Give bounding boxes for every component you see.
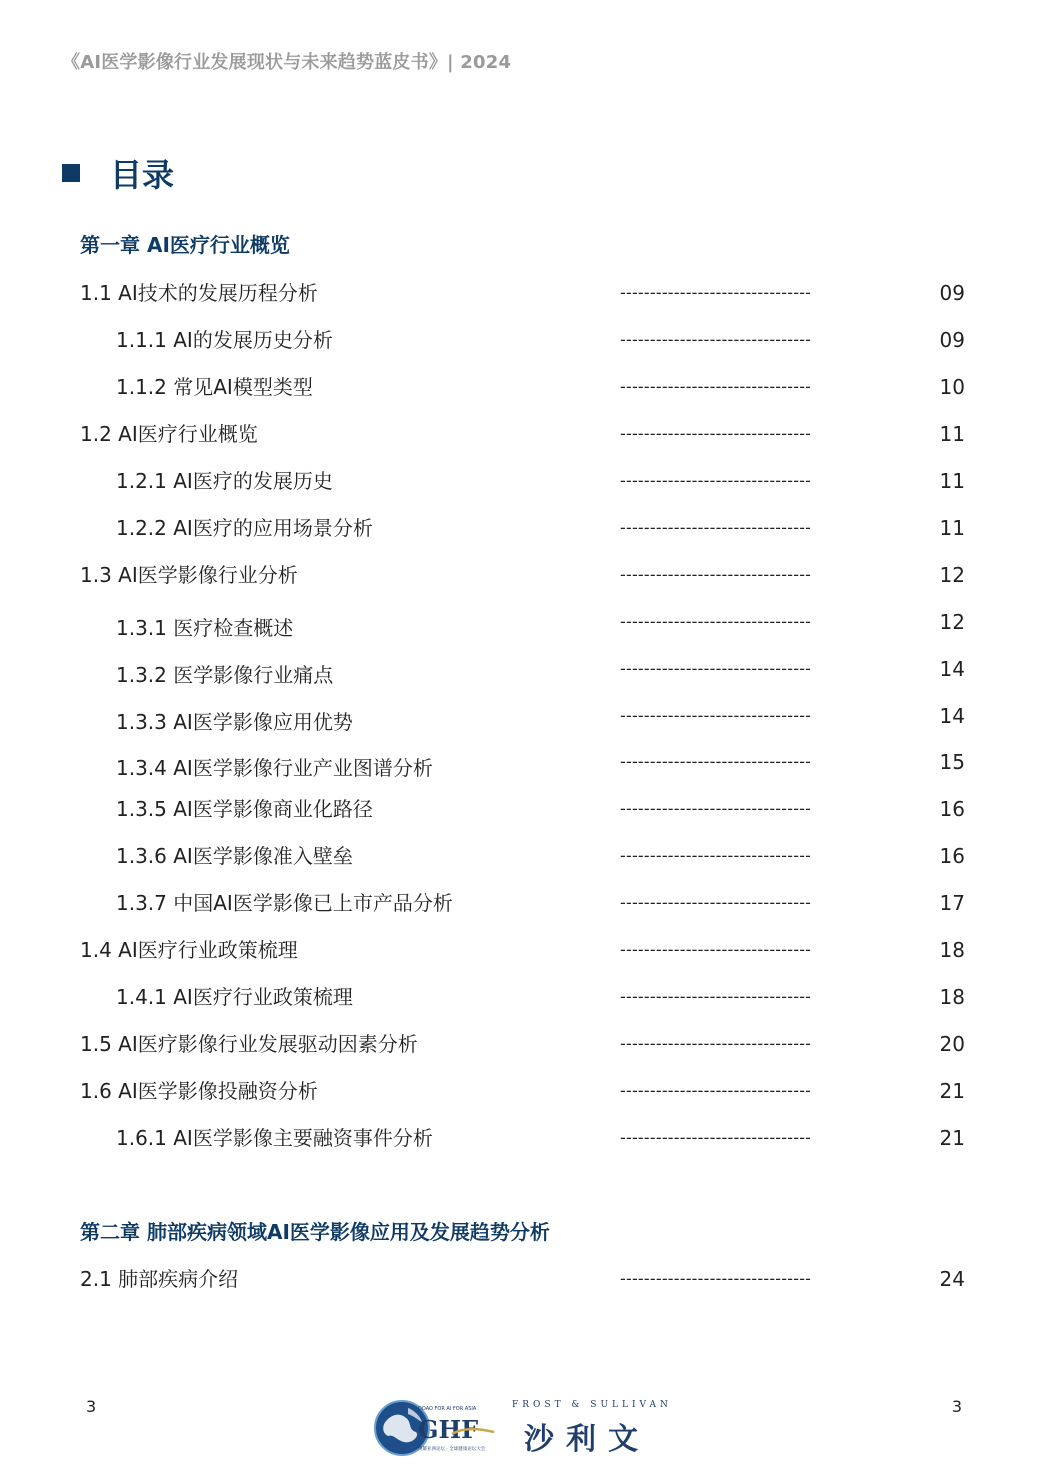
toc-entry-label: 1.6.1 AI医学影像主要融资事件分析 [116, 1126, 433, 1150]
toc-entry[interactable] [0, 794, 1040, 824]
toc-leader-dots: -------------------------------- [620, 377, 812, 396]
toc-entry-label: 1.3.6 AI医学影像准入壁垒 [116, 844, 353, 868]
toc-entry-page: 17 [939, 891, 965, 915]
toc-leader-dots: -------------------------------- [620, 706, 812, 725]
toc-entry[interactable] [0, 513, 1040, 543]
toc-entry-page: 11 [939, 516, 965, 540]
toc-entry[interactable] [0, 1264, 1040, 1294]
toc-entry-page: 18 [939, 985, 965, 1009]
toc-leader-dots: -------------------------------- [620, 893, 812, 912]
ghf-logo-small-text: DOAO FOR AI FOR ASIA [418, 1406, 477, 1412]
toc-entry[interactable] [0, 607, 1040, 640]
toc-entry-page: 14 [939, 657, 965, 681]
toc-entry-page: 24 [939, 1267, 965, 1291]
toc-entry-label: 1.1 AI技术的发展历程分析 [80, 281, 318, 305]
page-number-left: 3 [86, 1397, 97, 1416]
toc-entry-page: 14 [939, 704, 965, 728]
toc-entry[interactable] [0, 325, 1040, 355]
toc-entry-label: 1.2.2 AI医疗的应用场景分析 [116, 516, 373, 540]
toc-entry[interactable] [0, 935, 1040, 965]
toc-entry-page: 18 [939, 938, 965, 962]
toc-entry-page: 15 [939, 750, 965, 774]
toc-entry-page: 12 [939, 563, 965, 587]
toc-entry-page: 12 [939, 610, 965, 634]
toc-entry[interactable] [0, 701, 1040, 734]
toc-entry-label: 1.3.1 医疗检查概述 [116, 616, 294, 640]
toc-leader-dots: -------------------------------- [620, 1269, 812, 1288]
toc-entry-page: 16 [939, 844, 965, 868]
toc-entry-label: 1.3 AI医学影像行业分析 [80, 563, 298, 587]
toc-leader-dots: -------------------------------- [620, 330, 812, 349]
toc-entry-page: 11 [939, 422, 965, 446]
square-bullet-icon [62, 164, 80, 182]
toc-entry[interactable] [0, 747, 1040, 780]
toc-entry-page: 10 [939, 375, 965, 399]
toc-leader-dots: -------------------------------- [620, 612, 812, 631]
toc-entry-label: 1.3.4 AI医学影像行业产业图谱分析 [116, 756, 433, 780]
toc-heading-text: 目录 [110, 156, 175, 194]
toc-leader-dots: -------------------------------- [620, 283, 812, 302]
toc-leader-dots: -------------------------------- [620, 846, 812, 865]
toc-entry-label: 1.3.7 中国AI医学影像已上市产品分析 [116, 891, 453, 915]
frost-sullivan-logo [512, 1400, 682, 1456]
toc-entry[interactable] [0, 466, 1040, 496]
toc-leader-dots: -------------------------------- [620, 1034, 812, 1053]
chapter-title: 第一章 AI医疗行业概览 [80, 233, 290, 257]
toc-entry-label: 1.2.1 AI医疗的发展历史 [116, 469, 333, 493]
toc-leader-dots: -------------------------------- [620, 565, 812, 584]
ghf-logo-text: GHF [418, 1415, 479, 1444]
toc-leader-dots: -------------------------------- [620, 1081, 812, 1100]
ghf-logo-sub: 博鳌亚洲论坛 · 全球健康论坛大会 [418, 1447, 486, 1452]
toc-entry[interactable] [0, 1029, 1040, 1059]
toc-entry-page: 09 [939, 281, 965, 305]
toc-entry[interactable] [0, 1076, 1040, 1106]
toc-entry-page: 09 [939, 328, 965, 352]
toc-entry[interactable] [0, 841, 1040, 871]
toc-leader-dots: -------------------------------- [620, 940, 812, 959]
toc-entry[interactable] [0, 278, 1040, 308]
toc-entry-label: 1.2 AI医疗行业概览 [80, 422, 258, 446]
toc-leader-dots: -------------------------------- [620, 987, 812, 1006]
toc-leader-dots: -------------------------------- [620, 518, 812, 537]
toc-entry-label: 1.4 AI医疗行业政策梳理 [80, 938, 298, 962]
document-header-title: 《AI医学影像行业发展现状与未来趋势蓝皮书》| 2024 [62, 52, 512, 73]
toc-entry-page: 16 [939, 797, 965, 821]
frost-sullivan-logo-cn: 沙利文 [524, 1422, 650, 1457]
toc-entry-label: 1.1.1 AI的发展历史分析 [116, 328, 333, 352]
toc-entry-label: 2.1 肺部疾病介绍 [80, 1267, 239, 1291]
toc-entry-label: 1.3.3 AI医学影像应用优势 [116, 710, 353, 734]
toc-entry-label: 1.6 AI医学影像投融资分析 [80, 1079, 318, 1103]
page-number-right: 3 [951, 1397, 962, 1416]
chapter-title: 第二章 肺部疾病领域AI医学影像应用及发展趋势分析 [80, 1220, 550, 1244]
toc-entry-label: 1.4.1 AI医疗行业政策梳理 [116, 985, 353, 1009]
frost-sullivan-logo-en: FROST & SULLIVAN [512, 1400, 672, 1410]
toc-entry[interactable] [0, 982, 1040, 1012]
toc-leader-dots: -------------------------------- [620, 659, 812, 678]
toc-entry-label: 1.5 AI医疗影像行业发展驱动因素分析 [80, 1032, 418, 1056]
toc-entry-label: 1.3.5 AI医学影像商业化路径 [116, 797, 373, 821]
footer-logos [372, 1398, 682, 1458]
toc-entry[interactable] [0, 560, 1040, 590]
toc-entry-label: 1.1.2 常见AI模型类型 [116, 375, 313, 399]
ghf-globe-logo [372, 1398, 502, 1458]
toc-entry-page: 20 [939, 1032, 965, 1056]
toc-entry-page: 21 [939, 1126, 965, 1150]
toc-entry[interactable] [0, 372, 1040, 402]
toc-entry-label: 1.3.2 医学影像行业痛点 [116, 663, 334, 687]
toc-entry-page: 21 [939, 1079, 965, 1103]
toc-leader-dots: -------------------------------- [620, 424, 812, 443]
toc-entry-page: 11 [939, 469, 965, 493]
toc-heading [62, 148, 174, 198]
toc-leader-dots: -------------------------------- [620, 471, 812, 490]
toc-leader-dots: -------------------------------- [620, 752, 812, 771]
toc-entry[interactable] [0, 419, 1040, 449]
toc-entry[interactable] [0, 888, 1040, 918]
toc-leader-dots: -------------------------------- [620, 1128, 812, 1147]
toc-entry[interactable] [0, 654, 1040, 687]
toc-entry[interactable] [0, 1123, 1040, 1153]
toc-leader-dots: -------------------------------- [620, 799, 812, 818]
